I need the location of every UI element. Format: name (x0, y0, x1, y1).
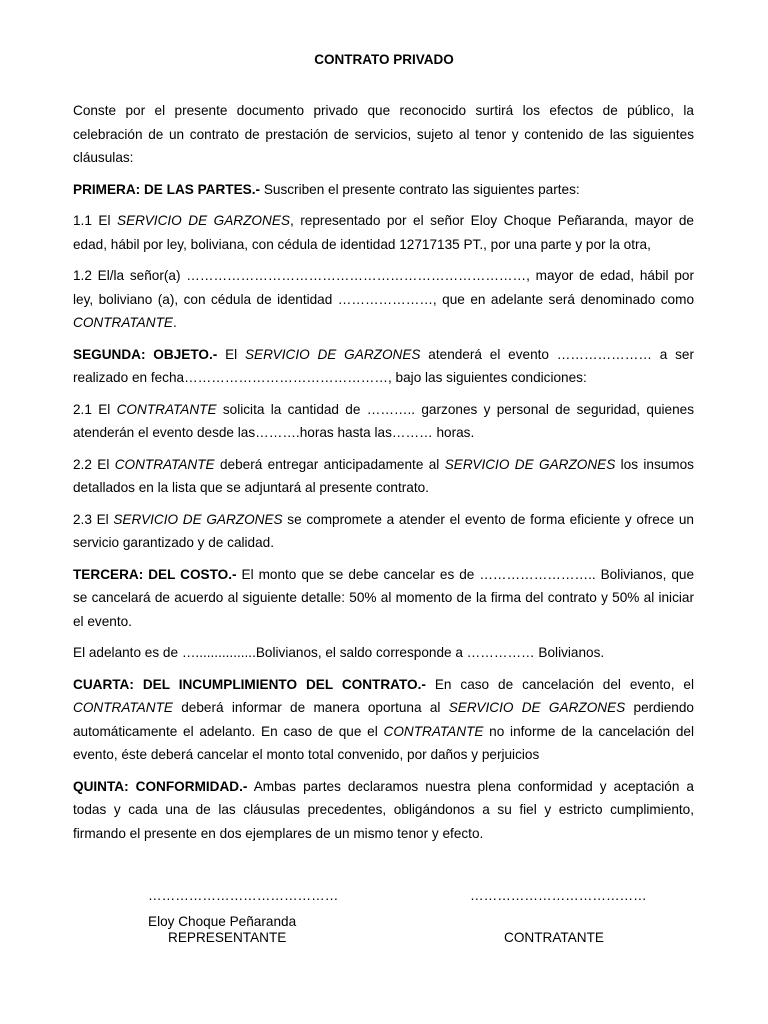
clause-cuarta-e: perdiendo automáticamente el adelanto. En caso de que el (73, 700, 694, 739)
contratante-role: CONTRATANTE (504, 930, 604, 945)
signature-line-right: ………………………………… (470, 888, 647, 903)
clause-tercera-heading: TERCERA: DEL COSTO.- (73, 566, 237, 582)
clause-tercera (73, 563, 694, 634)
item-2-1-text: solicita la cantidad de ……….. garzones y personal de seguridad, quienes atenderán el evento desde las……….horas hasta las……… horas. (73, 401, 694, 440)
adelanto-text: El adelanto es de …................Bolivianos, el saldo corresponde a …………… Bolivianos. (73, 645, 605, 660)
clause-segunda (73, 343, 694, 390)
signature-line-left: …………………………………… (148, 888, 339, 903)
adelanto-paragraph (73, 641, 694, 665)
item-2-3 (73, 508, 694, 555)
item-1-1 (73, 209, 694, 256)
item-1-2-text: 1.2 El/la señor(a) …………………………………………………………………, mayor de edad, hábil por ley, boliviano (a), con cédula de identidad …………………, que en adelante será denominado como (73, 268, 694, 307)
item-2-3-text: se compromete a atender el evento de forma eficiente y ofrece un servicio garantizado y de calidad. (73, 511, 694, 550)
clause-primera-heading: PRIMERA: DE LAS PARTES.- (73, 181, 261, 197)
item-2-3-service: SERVICIO DE GARZONES (113, 511, 283, 527)
clause-cuarta-heading: CUARTA: DEL INCUMPLIMIENTO DEL CONTRATO.- (73, 676, 426, 692)
representante-name: Eloy Choque Peñaranda (148, 914, 297, 929)
item-2-1-prefix: 2.1 El (73, 401, 117, 417)
item-2-1-contratante: CONTRATANTE (116, 401, 217, 417)
item-2-2-mid: deberá entregar anticipadamente al (214, 456, 445, 472)
clause-cuarta (73, 673, 694, 767)
signature-block-contratante (470, 888, 670, 946)
intro-paragraph (73, 99, 694, 170)
clause-cuarta-contratante: CONTRATANTE (73, 700, 173, 715)
clause-quinta-text: Ambas partes declaramos nuestra plena conformidad y aceptación a todas y cada una de las cláusulas precedentes, obligándonos a su fiel y estricto cumplimiento, firmando el presente en dos ejemplares de un mismo tenor y efecto. (73, 778, 694, 841)
clause-tercera-text: El monto que se debe cancelar es de …………………….. Bolivianos, que se cancelará de acuerdo al siguiente detalle: 50% al momento de la firma del contrato y 50% al iniciar el evento. (73, 566, 694, 629)
clause-quinta (73, 775, 694, 846)
item-1-2-contratante: CONTRATANTE (73, 315, 173, 330)
item-1-1-service: SERVICIO DE GARZONES (117, 213, 290, 228)
clause-cuarta-c: deberá informar de manera oportuna al (172, 700, 449, 715)
document-title: CONTRATO PRIVADO (314, 52, 454, 67)
item-1-2-end: . (172, 315, 177, 330)
item-2-2 (73, 453, 694, 500)
item-2-3-prefix: 2.3 El (73, 511, 114, 527)
clause-cuarta-a: En caso de cancelación del evento, el (425, 676, 694, 692)
item-1-1-prefix: 1.1 El (73, 213, 118, 228)
clause-segunda-text: atenderá el evento ………………… a ser realizado en fecha………………………………………, bajo las siguientes condiciones: (73, 346, 694, 385)
representante-role: REPRESENTANTE (168, 930, 287, 945)
clause-quinta-heading: QUINTA: CONFORMIDAD.- (73, 778, 248, 794)
clause-cuarta-contratante-2: CONTRATANTE (383, 723, 484, 739)
item-2-2-contratante: CONTRATANTE (114, 456, 215, 472)
clause-cuarta-service: SERVICIO DE GARZONES (448, 700, 626, 715)
clause-cuarta-g: no informe de la cancelación del evento, éste deberá cancelar el monto total convenido, por daños y perjuicios (73, 723, 694, 762)
signature-block-representante (148, 888, 368, 946)
item-2-2-text: los insumos detallados en la lista que se adjuntará al presente contrato. (73, 456, 694, 495)
item-2-1 (73, 398, 694, 445)
item-1-2 (73, 264, 694, 335)
clause-segunda-heading: SEGUNDA: OBJETO.- (73, 346, 218, 362)
clause-segunda-service: SERVICIO DE GARZONES (244, 346, 421, 362)
clause-segunda-prefix: El (217, 346, 245, 362)
item-2-2-service: SERVICIO DE GARZONES (444, 456, 616, 472)
intro-text: Conste por el presente documento privado que reconocido surtirá los efectos de público, la celebración de un contrato de prestación de servicios, sujeto al tenor y contenido de las siguientes cláusulas: (73, 103, 694, 165)
item-2-2-prefix: 2.2 El (73, 456, 115, 472)
document-body (73, 99, 694, 853)
clause-primera (73, 178, 694, 202)
clause-primera-text: Suscriben el presente contrato las siguientes partes: (260, 181, 580, 197)
item-1-1-text: , representado por el señor Eloy Choque Peñaranda, mayor de edad, hábil por ley, boliviana, con cédula de identidad 12717135 PT., por una parte y por la otra, (73, 213, 694, 252)
